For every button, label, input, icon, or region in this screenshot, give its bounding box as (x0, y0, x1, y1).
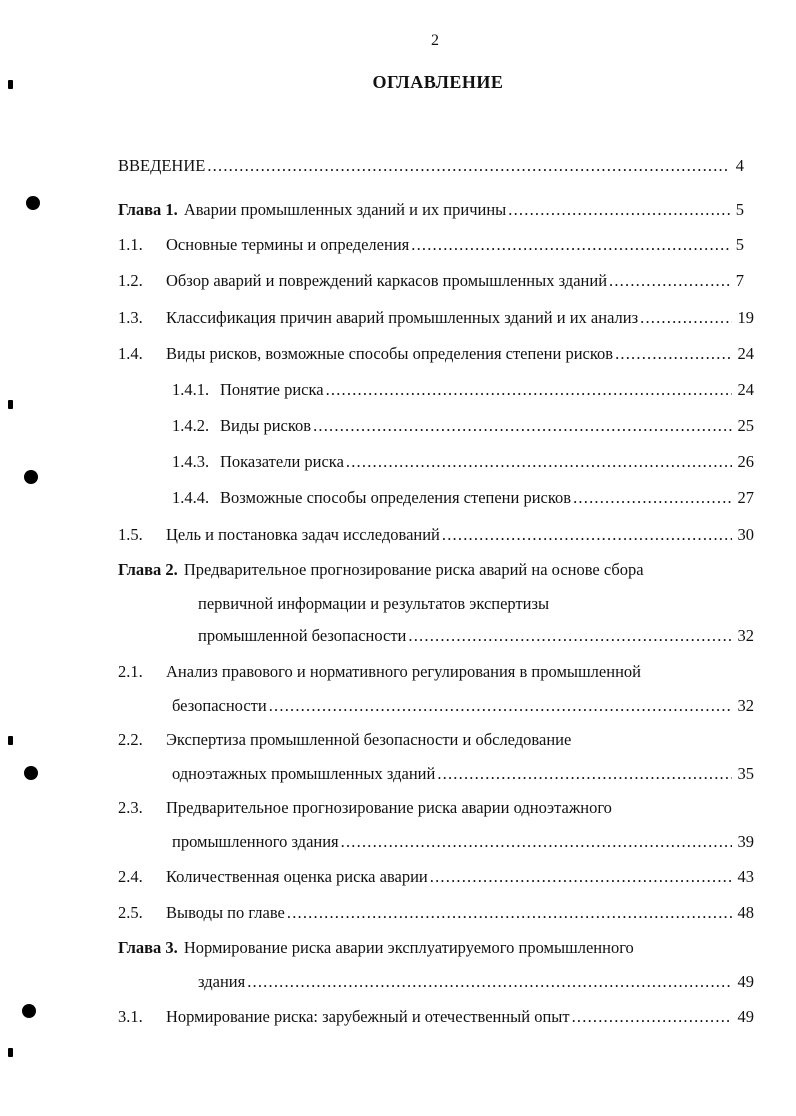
punch-hole (22, 1004, 36, 1018)
punch-hole (26, 196, 40, 210)
toc-entry-chapter-2-line-2 (198, 590, 754, 614)
leader-dots (408, 626, 731, 646)
toc-entry-page: 32 (737, 696, 754, 715)
toc-entry-1-5 (118, 521, 754, 545)
leader-dots (269, 696, 732, 716)
toc-entry-intro (118, 152, 744, 176)
section-number: 1.5. (118, 525, 143, 544)
section-number: 1.4.1. (172, 380, 210, 399)
toc-entry-text: безопасности (172, 696, 267, 715)
toc-entry-text: Показатели риска (220, 452, 344, 471)
toc-entry-text: одноэтажных промышленных зданий (172, 764, 436, 783)
toc-entry-page: 30 (737, 525, 754, 544)
toc-entry-text: Нормирование риска аварии эксплуатируемого промышленного (183, 938, 634, 957)
section-number: 1.4.2. (172, 416, 210, 435)
toc-entry-text: Предварительное прогнозирование риска аварий на основе сбора (183, 560, 644, 579)
toc-entry-2-2-line-2 (172, 760, 754, 784)
toc-entry-text: Экспертиза промышленной безопасности и обследование (166, 730, 572, 749)
section-number: 1.4.4. (172, 488, 210, 507)
section-number: 2.1. (118, 662, 143, 681)
leader-dots (346, 452, 732, 472)
scan-mark (8, 80, 13, 89)
toc-entry-text: Анализ правового и нормативного регулирования в промышленной (166, 662, 641, 681)
toc-entry-page: 39 (737, 832, 754, 851)
leader-dots (313, 416, 731, 436)
leader-dots (247, 972, 731, 992)
toc-title: ОГЛАВЛЕНИЕ (372, 72, 504, 92)
toc-entry-chapter-3-line-2 (198, 968, 754, 992)
toc-entry-2-2 (118, 726, 754, 750)
leader-dots (437, 764, 731, 784)
toc-entry-page: 19 (737, 308, 754, 327)
section-number: 2.2. (118, 730, 143, 749)
toc-entry-2-5 (118, 899, 754, 923)
leader-dots (609, 271, 730, 291)
toc-entry-chapter-3 (118, 934, 754, 958)
section-number: 2.3. (118, 798, 143, 817)
toc-entry-page: 7 (735, 271, 744, 290)
toc-entry-text: Понятие риска (220, 380, 324, 399)
scan-mark (8, 1048, 13, 1057)
toc-entry-text: промышленного здания (172, 832, 339, 851)
section-number: 1.3. (118, 308, 143, 327)
toc-entry-1-4-3 (172, 448, 754, 472)
leader-dots (442, 525, 732, 545)
page-number: 2 (431, 32, 439, 49)
toc-entry-2-4 (118, 863, 754, 887)
leader-dots (430, 867, 732, 887)
punch-hole (24, 470, 38, 484)
toc-entry-text: Количественная оценка риска аварии (166, 867, 428, 886)
toc-entry-text: здания (198, 972, 246, 991)
punch-hole (24, 766, 38, 780)
section-number: 2.4. (118, 867, 143, 886)
section-number: 1.1. (118, 235, 143, 254)
toc-entry-1-4-1 (172, 376, 754, 400)
chapter-number: Глава 2. (118, 560, 178, 579)
leader-dots (640, 308, 731, 328)
toc-entry-page: 27 (737, 488, 754, 507)
leader-dots (411, 235, 730, 255)
leader-dots (508, 200, 729, 220)
section-number: 1.4. (118, 344, 143, 363)
toc-entry-page: 49 (737, 1007, 754, 1026)
section-number: 1.4.3. (172, 452, 210, 471)
toc-entry-page: 4 (735, 156, 744, 175)
toc-entry-text: промышленной безопасности (198, 626, 407, 645)
toc-entry-text: ВВЕДЕНИЕ (118, 156, 206, 175)
toc-entry-text: Аварии промышленных зданий и их причины (183, 200, 507, 219)
toc-entry-page: 24 (737, 344, 754, 363)
scan-mark (8, 400, 13, 409)
toc-entry-2-3-line-2 (172, 828, 754, 852)
toc-entry-page: 26 (737, 452, 754, 471)
section-number: 1.2. (118, 271, 143, 290)
leader-dots (287, 903, 732, 923)
leader-dots (615, 344, 731, 364)
toc-entry-text: первичной информации и результатов экспертизы (198, 594, 550, 613)
toc-entry-page: 49 (737, 972, 754, 991)
toc-entry-3-1 (118, 1003, 754, 1027)
toc-entry-text: Выводы по главе (166, 903, 285, 922)
toc-entry-1-4 (118, 340, 754, 364)
toc-entry-page: 5 (735, 235, 744, 254)
toc-entry-text: Предварительное прогнозирование риска аварии одноэтажного (166, 798, 612, 817)
toc-entry-1-4-2 (172, 412, 754, 436)
toc-entry-2-3 (118, 794, 754, 818)
leader-dots (341, 832, 732, 852)
toc-entry-chapter-1 (118, 196, 744, 220)
section-number: 2.5. (118, 903, 143, 922)
section-number: 3.1. (118, 1007, 143, 1026)
leader-dots (326, 380, 732, 400)
leader-dots (573, 488, 731, 508)
leader-dots (207, 156, 729, 176)
toc-entry-text: Основные термины и определения (166, 235, 410, 254)
toc-entry-1-2 (118, 267, 744, 291)
toc-entry-page: 24 (737, 380, 754, 399)
toc-entry-text: Нормирование риска: зарубежный и отечественный опыт (166, 1007, 570, 1026)
toc-entry-text: Виды рисков (220, 416, 312, 435)
toc-entry-2-1-line-2 (172, 692, 754, 716)
chapter-number: Глава 3. (118, 938, 178, 957)
leader-dots (572, 1007, 732, 1027)
chapter-number: Глава 1. (118, 200, 178, 219)
toc-entry-text: Возможные способы определения степени рисков (220, 488, 572, 507)
toc-entry-text: Виды рисков, возможные способы определения степени рисков (166, 344, 614, 363)
toc-entry-page: 25 (737, 416, 754, 435)
toc-entry-page: 43 (737, 867, 754, 886)
toc-entry-page: 32 (737, 626, 754, 645)
toc-entry-page: 35 (737, 764, 754, 783)
toc-entry-page: 48 (737, 903, 754, 922)
toc-entry-1-3 (118, 304, 754, 328)
toc-entry-chapter-2-line-3 (198, 622, 754, 646)
toc-entry-1-4-4 (172, 484, 754, 508)
toc-entry-2-1 (118, 658, 754, 682)
toc-entry-chapter-2 (118, 556, 754, 580)
toc-entry-text: Обзор аварий и повреждений каркасов промышленных зданий (166, 271, 608, 290)
toc-entry-text: Цель и постановка задач исследований (166, 525, 440, 544)
toc-entry-page: 5 (735, 200, 744, 219)
toc-entry-text: Классификация причин аварий промышленных зданий и их анализ (166, 308, 639, 327)
toc-entry-1-1 (118, 231, 744, 255)
scan-mark (8, 736, 13, 745)
